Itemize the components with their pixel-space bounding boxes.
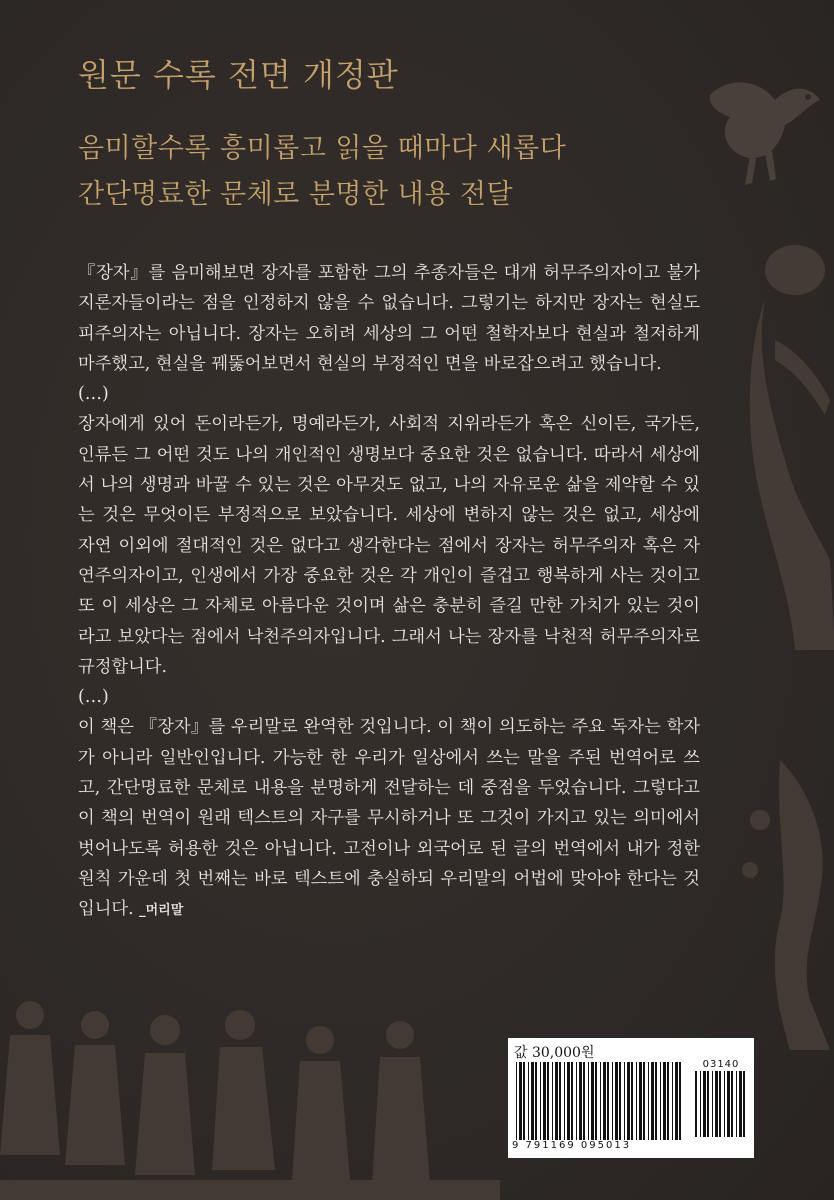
barcode-bar xyxy=(583,1062,585,1140)
barcode-bar xyxy=(743,1071,745,1137)
barcode-bar xyxy=(703,1071,706,1137)
barcode-bar xyxy=(612,1062,613,1140)
barcode-bar xyxy=(567,1062,570,1140)
paragraph-1: 『장자』를 음미해보면 장자를 포함한 그의 추종자들은 대개 허무주의자이고 불가지론자들이라는 점을 인정하지 않을 수 없습니다. 그렇기는 하지만 장자는 현실도피주의자는 아닙니다. 장자는 오히려 세상의 그 어떤 철학자보다 현실과 철저하게 마주했고, 현실을 꿰뚫어보면서 현실의 부정적인 면을 바로잡으려고 했습니다. xyxy=(78,263,700,374)
barcode-bar xyxy=(619,1062,621,1140)
barcode-bar xyxy=(531,1062,534,1140)
barcode-bar xyxy=(588,1062,589,1140)
barcode-bar xyxy=(540,1062,541,1140)
barcode-bar xyxy=(643,1062,645,1140)
barcode-bar xyxy=(519,1062,522,1140)
barcode-bar xyxy=(667,1062,669,1140)
barcode-bar xyxy=(651,1062,654,1140)
barcode-bar xyxy=(663,1062,666,1140)
barcode-bar xyxy=(636,1062,637,1140)
ellipsis-1: (…) xyxy=(78,384,109,405)
ornament-engraving-decoration xyxy=(720,760,834,1050)
barcode-bar xyxy=(719,1071,721,1137)
barcode-bar xyxy=(660,1062,661,1140)
subheadline-line-1: 음미할수록 흥미롭고 읽을 때마다 새롭다 xyxy=(78,133,567,164)
barcode-bar xyxy=(712,1071,713,1137)
barcode-bar xyxy=(516,1062,517,1140)
barcode-bar xyxy=(543,1062,546,1140)
ellipsis-2: (…) xyxy=(78,687,109,708)
barcode-bar xyxy=(715,1071,718,1137)
barcode-bar xyxy=(695,1071,697,1137)
barcode-bar xyxy=(727,1071,730,1137)
barcode-bar xyxy=(535,1062,537,1140)
price-label: 값 30,000원 xyxy=(514,1045,595,1061)
barcode-bar xyxy=(736,1071,737,1137)
barcode-bar xyxy=(615,1062,618,1140)
barcode-bar xyxy=(603,1062,606,1140)
figure-engraving-decoration xyxy=(735,230,834,650)
bird-engraving-decoration xyxy=(690,55,830,195)
barcode-bar xyxy=(607,1062,609,1140)
barcode-bar xyxy=(739,1071,742,1137)
barcode-bar xyxy=(579,1062,582,1140)
barcode-bar xyxy=(564,1062,565,1140)
barcode-bar xyxy=(552,1062,553,1140)
barcode-bar xyxy=(624,1062,625,1140)
addon-barcode xyxy=(694,1071,748,1137)
paragraph-3-text: 이 책은 『장자』를 우리말로 완역한 것입니다. 이 책이 의도하는 주요 독자는 학자가 아니라 일반인입니다. 가능한 한 우리가 일상에서 쓰는 말을 주된 번역어로 쓰고, 간단명료한 문체로 내용을 분명하게 전달하는 데 중점을 두었습니다. 그렇다고 이 책의 번역이 원래 텍스트의 자구를 무시하거나 또 그것이 가지고 있는 의미에서 벗어나도록 허용한 것은 아닙니다. 고전이나 외국어로 된 글의 번역에서 내가 정한 원칙 가운데 첫 번째는 바로 텍스트에 충실하되 우리말의 어법에 맞아야 한다는 것입니다. xyxy=(78,717,700,920)
barcode-bar xyxy=(679,1062,681,1140)
barcode-bar xyxy=(571,1062,573,1140)
barcode-bar xyxy=(672,1062,673,1140)
barcode-bar xyxy=(600,1062,601,1140)
barcode-bar xyxy=(528,1062,529,1140)
barcode-bar xyxy=(731,1071,733,1137)
barcode-bar xyxy=(724,1071,725,1137)
barcode-bar xyxy=(555,1062,558,1140)
barcode-bar xyxy=(559,1062,561,1140)
barcode-bar xyxy=(547,1062,549,1140)
isbn-number: 9 791169 095013 xyxy=(512,1140,632,1151)
barcode-bar xyxy=(648,1062,649,1140)
addon-code: 03140 xyxy=(702,1059,740,1070)
introduction-text xyxy=(78,258,700,927)
subheadline-line-2: 간단명료한 문체로 분명한 내용 전달 xyxy=(78,179,514,210)
barcode-panel xyxy=(508,1038,754,1158)
procession-engraving-decoration xyxy=(0,975,500,1200)
barcode-bar xyxy=(627,1062,630,1140)
barcode-bar xyxy=(576,1062,577,1140)
preface-signature: _머리말 xyxy=(139,903,184,919)
barcode-bar xyxy=(707,1071,709,1137)
edition-headline: 원문 수록 전면 개정판 xyxy=(78,56,399,94)
barcode-bar xyxy=(639,1062,642,1140)
barcode-bar xyxy=(595,1062,597,1140)
paragraph-2: 장자에게 있어 돈이라든가, 명예라든가, 사회적 지위라든가 혹은 신이든, 국가든, 인류든 그 어떤 것도 나의 개인적인 생명보다 중요한 것은 없습니다. 따라서 세상에서 나의 생명과 바꿀 수 있는 것은 아무것도 없고, 나의 자유로운 삶을 제약할 수 있는 것은 무엇이든 부정적으로 보았습니다. 세상에 변하지 않는 것은 없고, 세상에 자연 이외에 절대적인 것은 없다고 생각한다는 점에서 장자는 허무주의자 혹은 자연주의자이고, 인생에서 가장 중요한 것은 각 개인이 즐겁고 행복하게 사는 것이고 또 이 세상은 그 자체로 아름다운 것이며 삶은 충분히 즐길 만한 가치가 있는 것이라고 보았다는 점에서 낙천주의자입니다. 그래서 나는 장자를 낙천적 허무주의자로 규정합니다. xyxy=(78,414,700,677)
isbn-barcode xyxy=(514,1062,688,1140)
paragraph-3 xyxy=(78,712,700,926)
barcode-bar xyxy=(591,1062,594,1140)
barcode-bar xyxy=(700,1071,701,1137)
barcode-bar xyxy=(675,1062,678,1140)
barcode-bar xyxy=(631,1062,633,1140)
barcode-bar xyxy=(655,1062,657,1140)
barcode-bar xyxy=(523,1062,525,1140)
